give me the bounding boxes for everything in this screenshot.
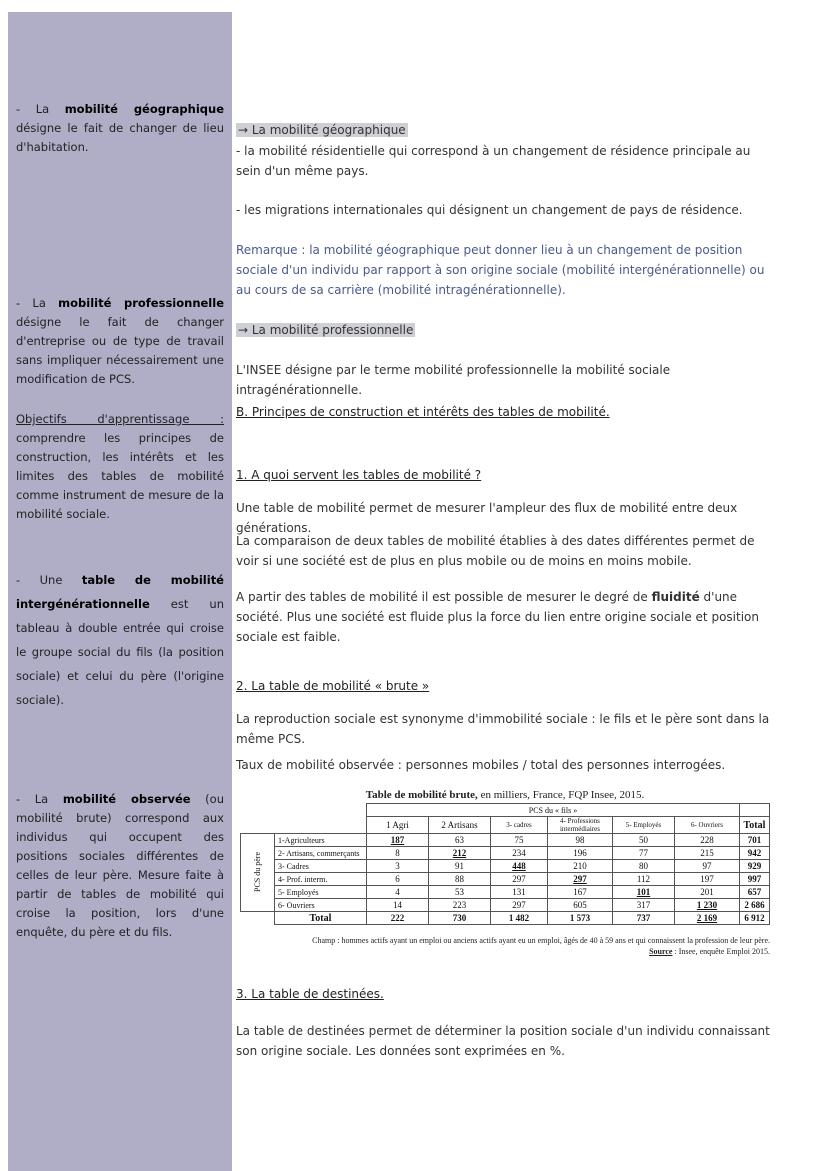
sidebar-inter-def: - Une table de mobilité intergénérationnelle est un tableau à double entrée qui croise le groupe social du fils (la position sociale) et celui du père (l'origine sociale). bbox=[16, 573, 224, 707]
fils-header: PCS du « fils » bbox=[366, 804, 739, 817]
table-cell: 317 bbox=[612, 899, 674, 912]
table-cell: 234 bbox=[490, 847, 547, 860]
total-cell: 1 482 bbox=[490, 912, 547, 925]
table-cell: 297 bbox=[490, 899, 547, 912]
p3: A partir des tables de mobilité il est possible de mesurer le degré de fluidité d'une société. Plus une société est fluide plus la force du lien entre origine sociale et position sociale est faible. bbox=[236, 590, 759, 644]
total-cell: 6 912 bbox=[739, 912, 769, 925]
pro-heading: → La mobilité professionnelle bbox=[238, 323, 414, 337]
q1-title: 1. A quoi servent les tables de mobilité ? bbox=[236, 468, 482, 482]
table-row bbox=[241, 886, 770, 899]
table-cell: 942 bbox=[739, 847, 769, 860]
p4: La reproduction sociale est synonyme d'immobilité sociale : le fils et le père sont dans la même PCS. bbox=[236, 712, 770, 746]
table-cell: 212 bbox=[428, 847, 490, 860]
total-cell: 1 573 bbox=[547, 912, 612, 925]
total-cell: 222 bbox=[366, 912, 428, 925]
table-cell: 53 bbox=[428, 886, 490, 899]
table-champ: Champ : hommes actifs ayant un emploi ou anciens actifs ayant eu un emploi, âgés de 40 à 59 ans et qui connaissent la profession de leur père. bbox=[312, 936, 770, 945]
col-header: Total bbox=[739, 817, 769, 834]
table-row bbox=[241, 860, 770, 873]
table-cell: 77 bbox=[612, 847, 674, 860]
col-header: 2 Artisans bbox=[428, 817, 490, 834]
col-header: 5- Employés bbox=[612, 817, 674, 834]
table-cell: 75 bbox=[490, 834, 547, 847]
sidebar-objectives: Objectifs d'apprentissage : comprendre les principes de construction, les intérêts et les limites des tables de mobilité comme instrument de mesure de la mobilité sociale. bbox=[16, 412, 224, 521]
table-cell: 187 bbox=[366, 834, 428, 847]
col-header: 1 Agri bbox=[366, 817, 428, 834]
total-cell: 730 bbox=[428, 912, 490, 925]
total-cell: 2 169 bbox=[674, 912, 739, 925]
table-cell: 98 bbox=[547, 834, 612, 847]
table-cell: 14 bbox=[366, 899, 428, 912]
p2: La comparaison de deux tables de mobilité établies à des dates différentes permet de voir si une société est de plus en plus mobile ou de moins en moins mobile. bbox=[236, 534, 755, 568]
p6: La table de destinées permet de déterminer la position sociale d'un individu connaissant son origine sociale. Les données sont exprimées en %. bbox=[236, 1024, 770, 1058]
table-cell: 8 bbox=[366, 847, 428, 860]
table-cell: 197 bbox=[674, 873, 739, 886]
table-cell: 228 bbox=[674, 834, 739, 847]
q3-title: 3. La table de destinées. bbox=[236, 987, 384, 1001]
table-cell: 929 bbox=[739, 860, 769, 873]
table-cell: 997 bbox=[739, 873, 769, 886]
sidebar-pro-def: - La mobilité professionnelle désigne le fait de changer d'entreprise ou de type de travail sans impliquer nécessairement une modification de PCS. bbox=[16, 296, 224, 386]
row-label: 1-Agriculteurs bbox=[275, 834, 367, 847]
q2-title: 2. La table de mobilité « brute » bbox=[236, 679, 430, 693]
table-cell: 223 bbox=[428, 899, 490, 912]
total-cell: 737 bbox=[612, 912, 674, 925]
sidebar-obs-def: - La mobilité observée (ou mobilité brute) correspond aux individus qui occupent des positions sociales différentes de celles de leur père. Mesure faite à partir de tables de mobilité qui croise la position, lors d'une enquête, du père et du fils. bbox=[16, 792, 224, 939]
table-cell: 196 bbox=[547, 847, 612, 860]
table-cell: 63 bbox=[428, 834, 490, 847]
table-row bbox=[241, 873, 770, 886]
p5: Taux de mobilité observée : personnes mobiles / total des personnes interrogées. bbox=[236, 758, 726, 772]
table-cell: 97 bbox=[674, 860, 739, 873]
table-row bbox=[241, 899, 770, 912]
table-cell: 605 bbox=[547, 899, 612, 912]
table-cell: 210 bbox=[547, 860, 612, 873]
table-cell: 701 bbox=[739, 834, 769, 847]
total-label: Total bbox=[275, 912, 367, 925]
table-source: Source : Insee, enquête Emploi 2015. bbox=[649, 947, 770, 956]
table-title: Table de mobilité brute, en milliers, France, FQP Insee, 2015. bbox=[365, 789, 645, 801]
table-cell: 101 bbox=[612, 886, 674, 899]
geo-residential: - la mobilité résidentielle qui correspond à un changement de résidence principale au sein d'un même pays. bbox=[236, 144, 751, 178]
table-cell: 88 bbox=[428, 873, 490, 886]
col-header: 6- Ouvriers bbox=[674, 817, 739, 834]
table-cell: 112 bbox=[612, 873, 674, 886]
sidebar-geo-def: - La mobilité géographique désigne le fait de changer de lieu d'habitation. bbox=[16, 102, 224, 154]
table-cell: 80 bbox=[612, 860, 674, 873]
table-row bbox=[241, 847, 770, 860]
row-label: 2- Artisans, commerçants bbox=[275, 847, 367, 860]
table-cell: 657 bbox=[739, 886, 769, 899]
table-cell: 167 bbox=[547, 886, 612, 899]
table-cell: 4 bbox=[366, 886, 428, 899]
table-cell: 131 bbox=[490, 886, 547, 899]
remark: Remarque : la mobilité géographique peut donner lieu à un changement de position sociale d'un individu par rapport à son origine sociale (mobilité intergénérationnelle) ou au cours de sa carrière (mobilité intragénérationnelle). bbox=[236, 243, 765, 297]
col-header: 4- Professions intermédiaires bbox=[547, 817, 612, 834]
table-cell: 448 bbox=[490, 860, 547, 873]
section-b-title: B. Principes de construction et intérêts des tables de mobilité. bbox=[236, 405, 610, 419]
table-cell: 2 686 bbox=[739, 899, 769, 912]
table-cell: 297 bbox=[490, 873, 547, 886]
table-row bbox=[241, 834, 770, 847]
insee-text: L'INSEE désigne par le terme mobilité professionnelle la mobilité sociale intragénérationnelle. bbox=[236, 363, 671, 397]
table-cell: 215 bbox=[674, 847, 739, 860]
row-label: 4- Prof. interm. bbox=[275, 873, 367, 886]
table-cell: 201 bbox=[674, 886, 739, 899]
row-label: 6- Ouvriers bbox=[275, 899, 367, 912]
col-header: 3- cadres bbox=[490, 817, 547, 834]
geo-migrations: - les migrations internationales qui désignent un changement de pays de résidence. bbox=[236, 203, 743, 217]
table-cell: 91 bbox=[428, 860, 490, 873]
mobility-table bbox=[240, 803, 770, 925]
table-cell: 297 bbox=[547, 873, 612, 886]
pere-label: PCS du père bbox=[241, 834, 275, 912]
table-cell: 6 bbox=[366, 873, 428, 886]
mobility-table-wrap bbox=[240, 803, 770, 925]
table-cell: 50 bbox=[612, 834, 674, 847]
table-cell: 1 230 bbox=[674, 899, 739, 912]
geo-heading: → La mobilité géographique bbox=[238, 123, 406, 137]
row-label: 5- Employés bbox=[275, 886, 367, 899]
row-label: 3- Cadres bbox=[275, 860, 367, 873]
table-cell: 3 bbox=[366, 860, 428, 873]
p1: Une table de mobilité permet de mesurer l'ampleur des flux de mobilité entre deux générations. bbox=[236, 501, 738, 535]
